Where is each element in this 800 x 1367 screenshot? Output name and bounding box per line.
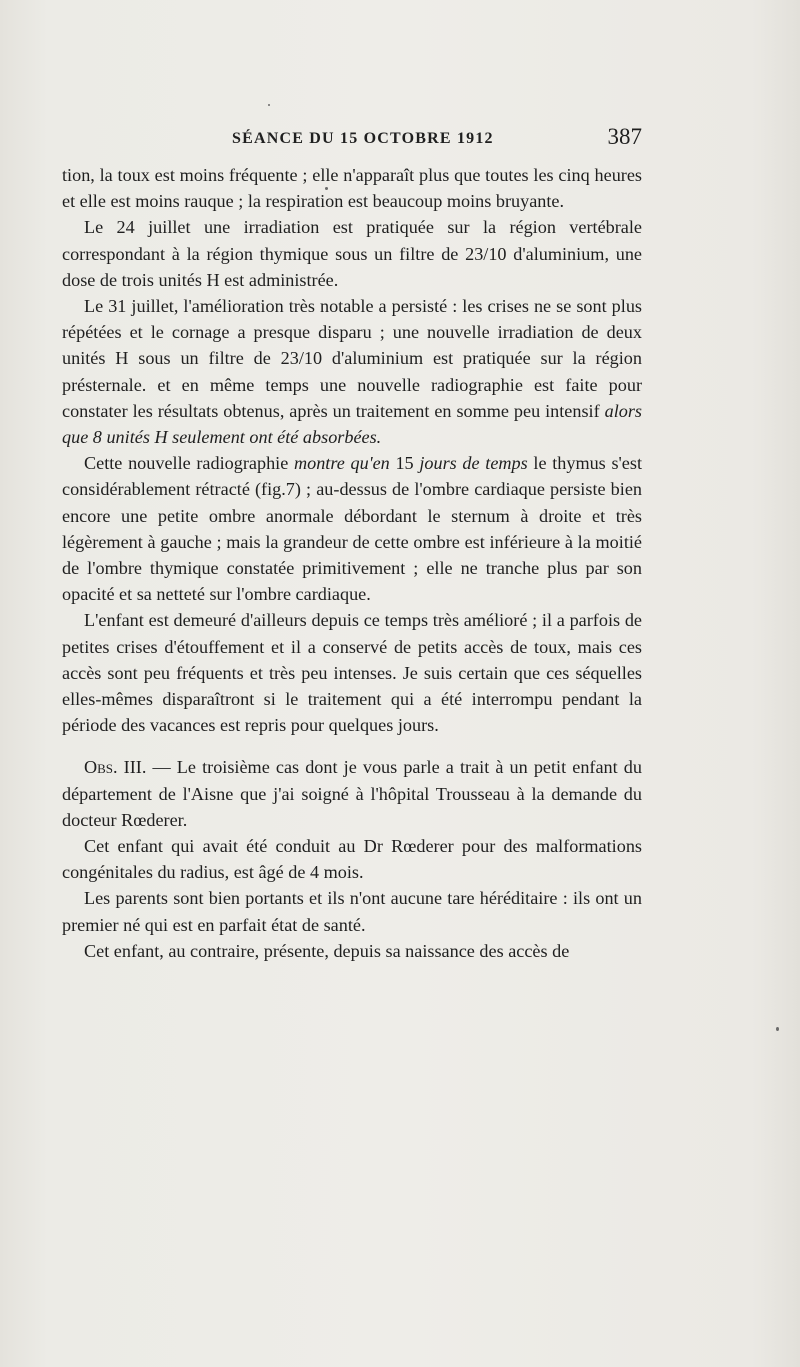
paragraph-continuation: tion, la toux est moins fréquente ; elle n'apparaît plus que toutes les cinq heures et elle est moins rauque ; la respiration est beaucoup moins bruyante. xyxy=(62,165,642,212)
paragraph-observation-3 xyxy=(62,754,642,833)
paper-speck xyxy=(776,1027,779,1031)
paper-speck xyxy=(268,104,270,106)
paragraph-july-24: Le 24 juillet une irradiation est pratiquée sur la région vertébrale correspondant à la région thymique sous un filtre de 23/10 d'aluminium, une dose de trois unités H est administrée. xyxy=(62,217,642,290)
paragraph-new-radiography xyxy=(62,450,642,607)
paper-speck xyxy=(325,187,328,190)
page-number: 387 xyxy=(607,124,642,149)
paragraph-contrary: Cet enfant, au contraire, présente, depuis sa naissance des accès de xyxy=(84,940,570,961)
radiography-text-start: Cette nouvelle radiographie xyxy=(84,453,294,474)
radiography-italic-1: montre qu'en xyxy=(293,453,390,474)
running-title: SÉANCE DU 15 OCTOBRE 1912 xyxy=(232,130,494,147)
paragraph-parents: Les parents sont bien portants et ils n'ont aucune tare héréditaire : ils ont un premier né qui est en parfait état de santé. xyxy=(62,888,642,935)
paragraph-july-31 xyxy=(62,293,642,450)
paragraph-july-31-italic: alors que 8 unités H seulement ont été absorbées. xyxy=(62,400,642,448)
observation-text: — Le troisième cas dont je vous parle a trait à un petit enfant du département de l'Aisne que j'ai soigné à l'hôpital Trousseau à la demande du docteur Rœderer. xyxy=(62,757,642,830)
paragraph-july-31-text: Le 31 juillet, l'amélioration très notable a persisté : les crises ne se sont plus répétées et le cornage a presque disparu ; une nouvelle irradiation de deux unités H sous un filtre de 23/10 d'aluminium est pratiquée sur la région présternale. et en même temps une nouvelle radiographie est faite pour constater les résultats obtenus, après un traitement en somme peu intensif xyxy=(62,296,642,421)
radiography-text-mid: 15 xyxy=(389,453,420,474)
page-header xyxy=(62,124,642,156)
paragraph-child-age: Cet enfant qui avait été conduit au Dr Rœderer pour des malformations congénitales du radius, est âgé de 4 mois. xyxy=(62,836,642,883)
paragraph-child-improved: L'enfant est demeuré d'ailleurs depuis ce temps très amélioré ; il a parfois de petites crises d'étouffement et il a conservé de petits accès de toux, mais ces accès sont peu fréquents et très peu intenses. Je suis certain que ces séquelles elles-mêmes disparaîtront si le traitement qui a été interrompu pendant la période des vacances est repris pour quelques jours. xyxy=(62,610,642,736)
body-text xyxy=(62,162,642,964)
radiography-text-end: le thymus s'est considérablement rétracté (fig.7) ; au-dessus de l'ombre cardiaque persiste bien encore une petite ombre anormale débordant le sternum à droite et très légèrement à gauche ; mais la grandeur de cette ombre est inférieure à la moitié de l'ombre thymique constatée primitivement ; elle ne tranche plus par son opacité et sa netteté sur l'ombre cardiaque. xyxy=(62,453,643,605)
observation-label: Obs. III. xyxy=(84,757,147,778)
radiography-italic-2: jours de temps xyxy=(419,453,528,474)
